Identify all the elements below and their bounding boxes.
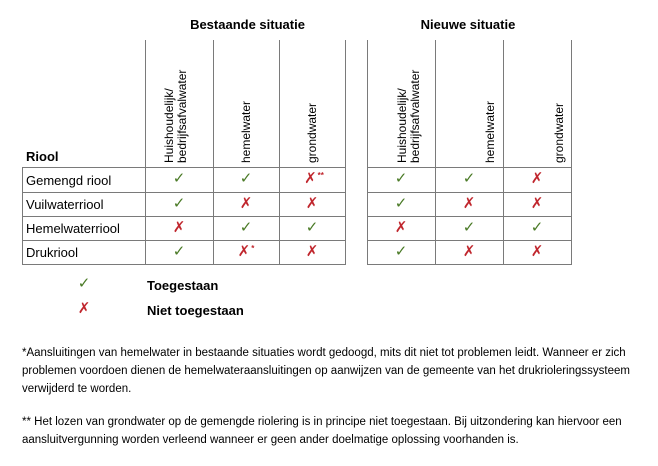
grid-line <box>22 192 346 193</box>
grid-line <box>22 216 346 217</box>
legend-allowed-label: Toegestaan <box>147 278 219 293</box>
cross-icon: ✗ <box>462 195 476 212</box>
grid-line <box>345 40 346 265</box>
check-icon: ✓ <box>172 243 186 260</box>
grid-line <box>22 240 346 241</box>
riool-column-heading: Riool <box>26 149 59 164</box>
grid-line <box>213 40 214 265</box>
footnote-doublestar: ** Het lozen van grondwater op de gemengde riolering is in principe niet toegestaan. Bij uitzondering kan hiervoor een aansluitvergunning worden verleend wanneer er geen ander doelmatige oplossing voorhanden is. <box>22 416 622 446</box>
grid-line <box>367 240 572 241</box>
grid-line <box>22 167 346 168</box>
col-new-ground-heading: grondwater <box>552 102 566 163</box>
check-icon: ✓ <box>394 170 408 187</box>
cross-icon: ✗ <box>530 243 544 260</box>
grid-line <box>503 40 504 265</box>
check-icon: ✓ <box>462 219 476 236</box>
grid-line <box>22 167 23 265</box>
check-icon: ✓ <box>394 243 408 260</box>
check-icon: ✓ <box>239 170 253 187</box>
cross-icon <box>296 170 332 190</box>
row-label-vuilwater: Vuilwaterriool <box>26 197 104 212</box>
col-existing-rain-heading: hemelwater <box>239 100 253 163</box>
col-household-line1: Huishoudelijk/ <box>395 88 409 163</box>
cross-icon: ✗ <box>394 219 408 236</box>
cross-icon: ✗ <box>530 195 544 212</box>
grid-line <box>145 40 146 265</box>
grid-line <box>367 264 572 265</box>
group-new-heading: Nieuwe situatie <box>420 17 516 32</box>
grid-line <box>367 192 572 193</box>
legend-check-icon: ✓ <box>77 275 91 292</box>
cross-icon: ✗ <box>305 195 319 212</box>
grid-line <box>367 40 368 265</box>
grid-line <box>279 40 280 265</box>
cross-icon: ✗ <box>305 243 319 260</box>
row-label-druk: Drukriool <box>26 245 79 260</box>
check-icon: ✓ <box>172 195 186 212</box>
check-icon: ✓ <box>530 219 544 236</box>
legend-not-allowed-label: Niet toegestaan <box>147 303 244 318</box>
grid-line <box>571 40 572 265</box>
cross-icon: ✗ <box>239 195 253 212</box>
col-household-line1: Huishoudelijk/ <box>162 88 176 163</box>
check-icon: ✓ <box>239 219 253 236</box>
cross-icon: ✗ <box>530 170 544 187</box>
group-existing-heading: Bestaande situatie <box>190 17 305 32</box>
check-icon: ✓ <box>462 170 476 187</box>
cross-icon <box>228 243 264 263</box>
col-existing-household-heading <box>163 70 189 163</box>
footnote-star: *Aansluitingen van hemelwater in bestaande situaties wordt gedoogd, mits dit niet tot problemen leidt. Wanneer er zich problemen voordoen dienen de hemelwateraansluitingen op aanwijzen van de gemeente van het drukrioleringssysteem verwijderd te worden. <box>22 347 630 395</box>
grid-line <box>435 40 436 265</box>
cross-glyph: ✗ <box>237 243 251 260</box>
row-label-gemengd: Gemengd riool <box>26 173 112 188</box>
grid-line <box>22 264 346 265</box>
grid-line <box>367 216 572 217</box>
check-icon: ✓ <box>394 195 408 212</box>
col-household-line2: bedrijfsafvalwater <box>408 69 422 163</box>
col-new-household-heading <box>396 70 422 163</box>
col-existing-ground-heading: grondwater <box>305 102 319 163</box>
footnote-marker-doublestar: ** <box>317 171 324 180</box>
check-icon: ✓ <box>172 170 186 187</box>
cross-glyph: ✗ <box>304 170 317 187</box>
footnote-marker-star: * <box>251 244 255 253</box>
row-label-hemelwater: Hemelwaterriool <box>26 221 120 236</box>
cross-icon: ✗ <box>172 219 186 236</box>
grid-line <box>367 167 572 168</box>
check-icon: ✓ <box>305 219 319 236</box>
col-household-line2: bedrijfsafvalwater <box>175 69 189 163</box>
col-new-rain-heading: hemelwater <box>483 100 497 163</box>
cross-icon: ✗ <box>462 243 476 260</box>
legend-cross-icon: ✗ <box>77 300 91 317</box>
